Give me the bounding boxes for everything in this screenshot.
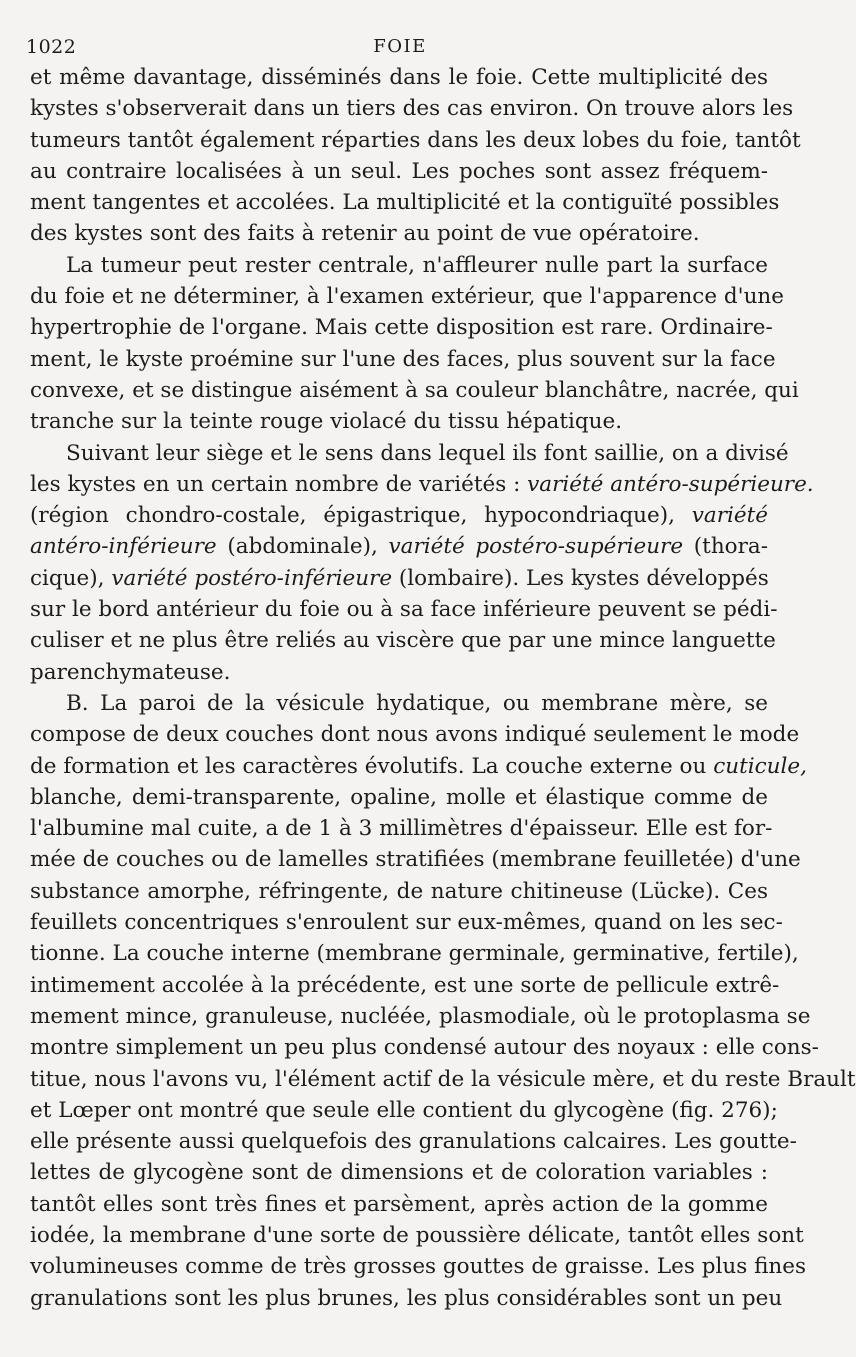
text-line xyxy=(30,594,778,625)
text-span: convexe, et se distingue aisément à sa couleur blanchâtre, nacrée, qui xyxy=(30,377,799,403)
text-span: tumeurs tantôt également réparties dans les deux lobes du foie, tantôt xyxy=(30,127,801,153)
text-span: La tumeur peut rester centrale, n'affleurer nulle part la surface xyxy=(66,252,768,278)
text-line xyxy=(30,970,780,1001)
text-span: des kystes sont des faits à retenir au point de vue opératoire. xyxy=(30,221,700,247)
text-span: les kystes en un certain nombre de variétés : xyxy=(30,471,528,497)
text-span: elle présente aussi quelquefois des granulations calcaires. Les goutte- xyxy=(30,1129,797,1155)
text-span: iodée, la membrane d'une sorte de poussière délicate, tantôt elles sont xyxy=(30,1222,804,1248)
page-number: 1022 xyxy=(26,36,77,58)
text-span: parenchymateuse. xyxy=(30,659,231,685)
text-line xyxy=(30,62,768,93)
text-span: hypertrophie de l'organe. Mais cette disposition est rare. Ordinaire- xyxy=(30,315,773,341)
text-span: tranche sur la teinte rouge violacé du tissu hépatique. xyxy=(30,409,623,435)
page-body-text xyxy=(30,62,856,1314)
italic-text-span: variété postéro-supérieure xyxy=(388,534,684,560)
text-line xyxy=(30,187,780,218)
text-span: l'albumine mal cuite, a de 1 à 3 millimètres d'épaisseur. Elle est for- xyxy=(30,816,773,842)
text-line xyxy=(30,344,776,375)
text-span: et même davantage, disséminés dans le foie. Cette multiplicité des xyxy=(30,65,768,90)
text-span: tantôt elles sont très fines et parsèment, après action de la gomme xyxy=(30,1191,768,1217)
text-line xyxy=(30,1251,807,1282)
text-line xyxy=(30,813,773,844)
text-line xyxy=(30,500,768,531)
text-span: mement mince, granuleuse, nucléée, plasmodiale, où le protoplasma se xyxy=(30,1003,811,1029)
text-span: compose de deux couches dont nous avons indiqué seulement le mode xyxy=(30,722,800,748)
text-line xyxy=(30,406,768,437)
text-line xyxy=(30,1001,811,1032)
text-span: sur le bord antérieur du foie ou à sa face inférieure peuvent se pédi- xyxy=(30,597,778,623)
text-span: B. La paroi de la vésicule hydatique, ou membrane mère, se xyxy=(66,690,768,716)
text-line xyxy=(30,688,768,719)
text-span: du foie et ne déterminer, à l'examen extérieur, que l'apparence d'une xyxy=(30,284,785,310)
text-span: ment tangentes et accolées. La multiplicité et la contiguïté possibles xyxy=(30,190,780,216)
text-span: (abdominale), xyxy=(216,534,389,560)
text-line xyxy=(30,719,800,750)
text-span: mée de couches ou de lamelles stratifiées (membrane feuilletée) d'une xyxy=(30,847,801,873)
text-line xyxy=(30,250,768,281)
text-line xyxy=(30,156,768,187)
text-line xyxy=(30,1032,819,1063)
text-line xyxy=(30,93,794,124)
italic-text-span: antéro-inférieure xyxy=(30,534,217,560)
italic-text-span: variété postéro-inférieure xyxy=(111,565,393,591)
text-line xyxy=(30,1064,856,1095)
text-line xyxy=(30,1189,768,1220)
text-span: montre simplement un peu plus condensé autour des noyaux : elle cons- xyxy=(30,1035,819,1061)
text-line xyxy=(30,657,768,688)
text-span: lettes de glycogène sont de dimensions et de coloration variables : xyxy=(30,1160,768,1186)
text-span: kystes s'observerait dans un tiers des cas environ. On trouve alors les xyxy=(30,96,794,122)
text-span: au contraire localisées à un seul. Les poches sont assez fréquem- xyxy=(30,158,768,184)
italic-text-span: variété xyxy=(691,503,768,529)
text-line xyxy=(30,218,768,249)
text-line xyxy=(30,125,801,156)
text-line xyxy=(30,1283,783,1314)
italic-text-span: variété antéro-supérieure. xyxy=(527,471,814,497)
text-span: blanche, demi-transparente, opaline, molle et élastique comme de xyxy=(30,784,768,810)
text-span: ment, le kyste proémine sur l'une des faces, plus souvent sur la face xyxy=(30,346,776,372)
text-line xyxy=(30,938,799,969)
text-line xyxy=(30,469,814,500)
text-line xyxy=(30,531,768,562)
text-span: (lombaire). Les kystes développés xyxy=(392,565,769,591)
text-line xyxy=(30,1095,778,1126)
text-span: volumineuses comme de très grosses gouttes de graisse. Les plus fines xyxy=(30,1254,807,1280)
text-line xyxy=(30,782,768,813)
text-span: de formation et les caractères évolutifs. La couche externe ou xyxy=(30,753,714,779)
text-line xyxy=(30,1220,804,1251)
text-line xyxy=(30,876,768,907)
text-line xyxy=(30,438,789,469)
text-span: titue, nous l'avons vu, l'élément actif de la vésicule mère, et du reste Brault xyxy=(30,1066,856,1092)
text-span: (région chondro-costale, épigastrique, hypocondriaque), xyxy=(30,503,692,529)
text-line xyxy=(30,281,785,312)
text-line xyxy=(30,1126,797,1157)
text-line xyxy=(30,625,776,656)
text-line xyxy=(30,844,801,875)
text-line xyxy=(30,375,799,406)
text-span: culiser et ne plus être reliés au viscère que par une mince languette xyxy=(30,628,776,654)
text-span: substance amorphe, réfringente, de nature chitineuse (Lücke). Ces xyxy=(30,878,768,904)
text-span: cique), xyxy=(30,565,112,591)
text-line xyxy=(30,907,783,938)
text-line xyxy=(30,312,773,343)
text-span: tionne. La couche interne (membrane germinale, germinative, fertile), xyxy=(30,941,799,967)
text-span: feuillets concentriques s'enroulent sur eux-mêmes, quand on les sec- xyxy=(30,910,783,936)
italic-text-span: cuticule, xyxy=(713,753,807,779)
text-span: Suivant leur siège et le sens dans lequel ils font saillie, on a divisé xyxy=(66,440,789,466)
text-span: (thora- xyxy=(683,534,768,560)
text-line xyxy=(30,751,807,782)
text-span: granulations sont les plus brunes, les plus considérables sont un peu xyxy=(30,1285,783,1311)
text-line xyxy=(30,563,768,594)
text-span: intimement accolée à la précédente, est une sorte de pellicule extrê- xyxy=(30,972,780,998)
running-title: FOIE xyxy=(373,36,427,57)
text-line xyxy=(30,1157,768,1188)
text-span: et Lœper ont montré que seule elle contient du glycogène (fig. 276); xyxy=(30,1097,778,1123)
